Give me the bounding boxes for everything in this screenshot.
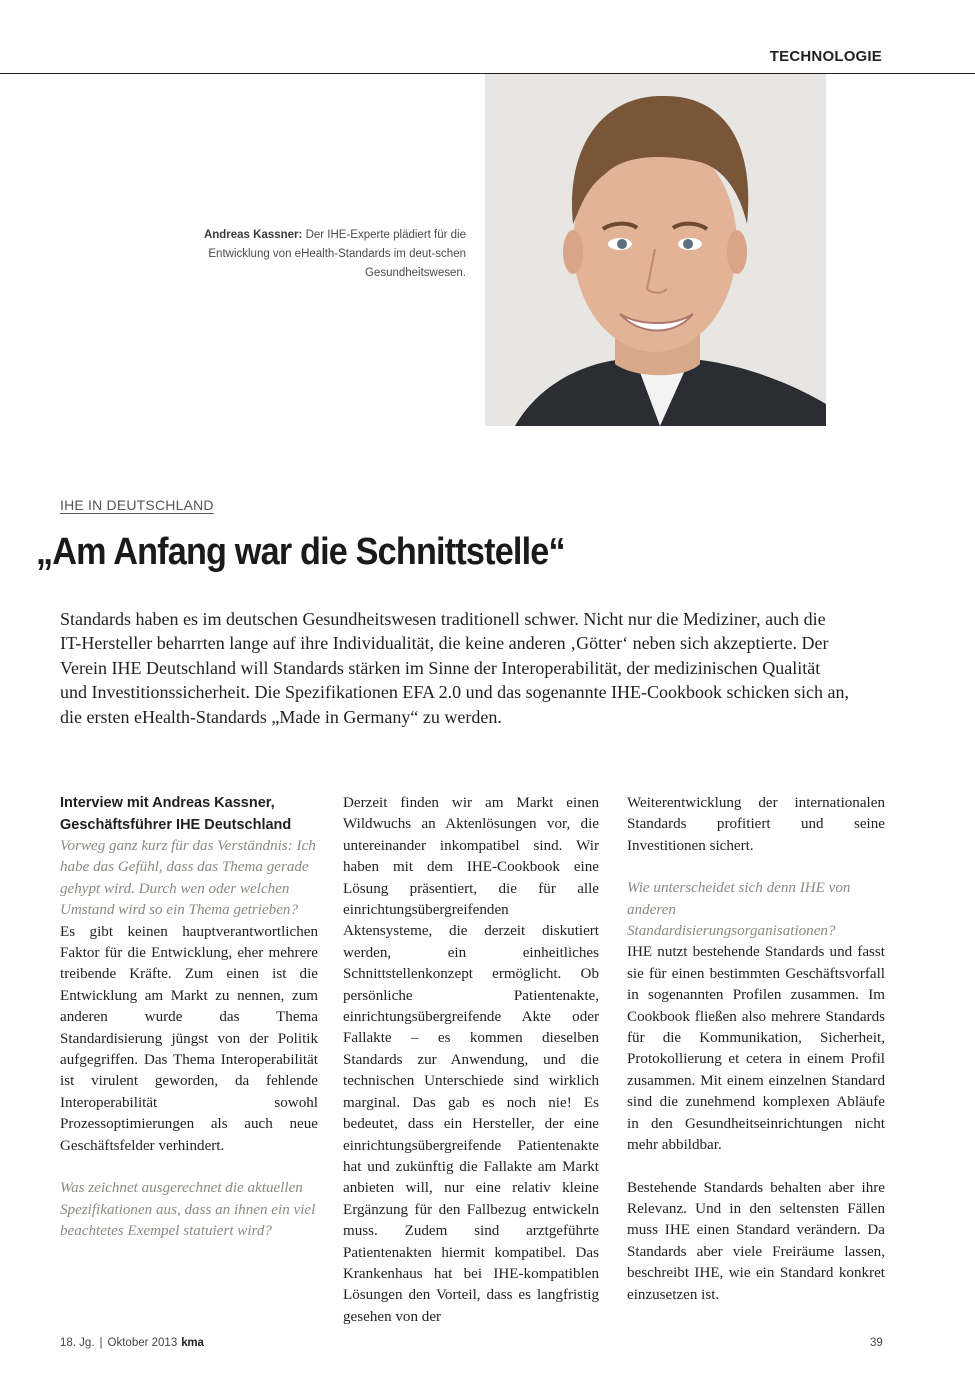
column-3 <box>627 793 885 1306</box>
caption-name: Andreas Kassner: <box>203 229 303 241</box>
article-headline: „Am Anfang war die Schnittstelle“ <box>36 531 565 573</box>
caption-text: Der IHE-Experte plädiert für die Entwicklung von eHealth-Standards im deut-schen Gesundheitswesen. <box>208 229 466 279</box>
question-2: Was zeichnet ausgerechnet die aktuellen Spezifikationen aus, dass an ihnen ein viel beachtetes Exempel statuiert wird? <box>60 1180 316 1239</box>
footer-brand: kma <box>181 1337 204 1349</box>
section-label: TECHNOLOGIE <box>769 48 882 65</box>
footer-date: Oktober 2013 <box>107 1337 178 1349</box>
column-1 <box>60 793 318 1242</box>
answer-2-continued: Weiterentwicklung der internationalen Standards profitiert und seine Investitionen sichert. <box>627 795 885 854</box>
answer-3: IHE nutzt bestehende Standards und fasst sie für einen bestimmten Geschäftsvorfall in sogenannten Profilen zusammen. Im Cookbook fließen also mehrere Standards für die Kommunikation, Sicherheit, Protokollierung et cetera in einem Profil zusammen. Mit einem einzelnen Standard sind die zunehmend komplexen Abläufe in den Gesundheitseinrichtungen nicht mehr abbildbar. <box>627 944 885 1154</box>
answer-1: Es gibt keinen hauptverantwortlichen Faktor für die Entwicklung, eher mehrere treibende Kräfte. Zum einen ist die Entwicklung am Markt zu nennen, zum anderen wurde das Thema Standardisierung jüngst von der Politik aufgegriffen. Das Thema Interoperabilität ist virulent geworden, da fehlende Interoperabilität sowohl Prozessoptimierungen als auch neue Geschäftsfelder verhindert. <box>60 923 318 1154</box>
footer-separator: | <box>99 1337 103 1349</box>
answer-4: Bestehende Standards behalten aber ihre Relevanz. Und in den seltensten Fällen muss IHE einen Standard verändern. Da Standards aber viele Freiräume lassen, beschreibt IHE, wie ein Standard konkret einzusetzen ist. <box>627 1179 885 1303</box>
answer-2: Derzeit finden wir am Markt einen Wildwuchs an Aktenlösungen vor, die untereinander inkompatibel sind. Wir haben mit dem IHE-Cookbook eine Lösung präsentiert, die für alle einrichtungsübergreifenden Aktensysteme, die derzeit diskutiert werden, ein einheitliches Schnittstellenkonzept ermöglicht. Ob persönliche Patientenakte, einrichtungsübergreifende Akte oder Fallakte – es kommen dieselben Standards zur Anwendung, und die technischen Unterschiede sind wirklich marginal. Das gab es noch nie! Es bedeutet, dass ein Hersteller, der eine einrichtungsübergreifende Patientenakte hat und zukünftig die Fallakte am Markt anbieten will, nur eine relativ kleine Ergänzung für den Fallbezug entwickeln muss. Zudem sind arztgeführte Patientenakten hiermit kompatibel. Das Krankenhaus hat bei IHE-kompatiblen Lösungen den Vorteil, dass es langfristig gesehen von der <box>343 795 599 1325</box>
interview-heading: Interview mit Andreas Kassner, Geschäftsführer IHE Deutschland <box>60 795 292 833</box>
article-kicker: IHE IN DEUTSCHLAND <box>60 497 214 513</box>
portrait-image <box>485 74 826 426</box>
page-number: 39 <box>870 1337 883 1349</box>
footer-issue-info <box>60 1337 204 1349</box>
footer-issue: 18. Jg. <box>60 1337 95 1349</box>
column-2 <box>343 793 599 1328</box>
article-lead: Standards haben es im deutschen Gesundheitswesen traditionell schwer. Nicht nur die Mediziner, auch die IT-Hersteller beharrten lange auf ihre Individualität, die keine anderen ‚Götter‘ neben sich akzeptierte. Der Verein IHE Deutschland will Standards stärken im Sinne der Interoperabilität, der medizinischen Qualität und Investitionssicherheit. Die Spezifikationen EFA 2.0 und das sogenannte IHE-Cookbook schicken sich an, die ersten eHealth-Standards „Made in Germany“ zu werden. <box>60 609 850 727</box>
photo-caption <box>190 226 466 283</box>
portrait-photo <box>485 74 826 426</box>
question-1: Vorweg ganz kurz für das Verständnis: Ich habe das Gefühl, dass das Thema gerade gehypt wird. Durch wen oder welchen Umstand wird so ein Thema getrieben? <box>60 838 316 919</box>
question-3: Wie unterscheidet sich denn IHE von anderen Standardisierungsorganisationen? <box>627 880 851 940</box>
